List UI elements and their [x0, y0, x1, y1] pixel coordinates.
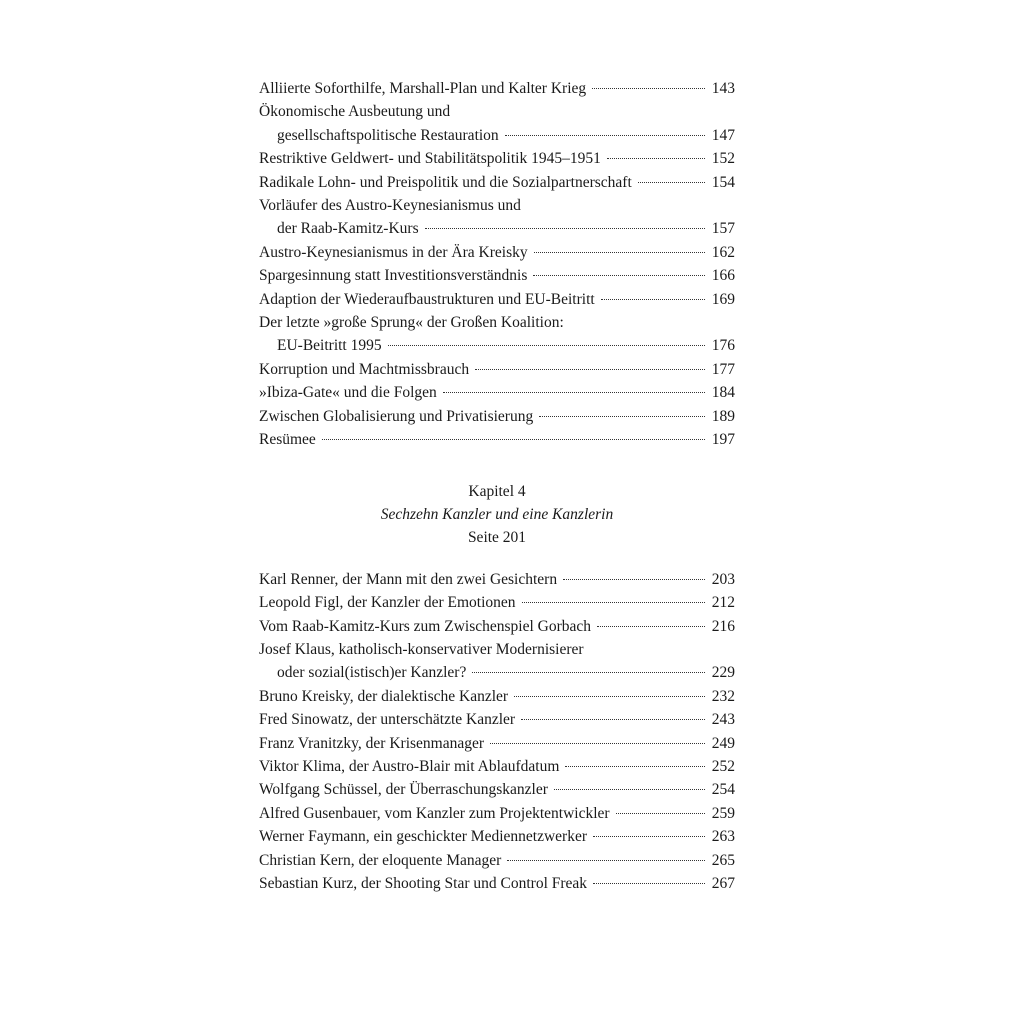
- toc-entry-page: 184: [711, 384, 735, 402]
- toc-entry: [259, 381, 735, 404]
- toc-entry-page: 143: [711, 80, 735, 97]
- dot-leader: [592, 88, 705, 89]
- toc-entry-page: 216: [711, 617, 735, 635]
- toc-entry: [259, 755, 735, 778]
- toc-entry-title: der Raab-Kamitz-Kurs: [277, 220, 419, 238]
- toc-entry: [259, 264, 735, 287]
- toc-entry: [259, 241, 735, 264]
- toc-entry: [259, 288, 735, 311]
- toc-entry: [259, 428, 735, 451]
- toc-entry-page: 169: [711, 290, 735, 308]
- toc-entry: [259, 194, 735, 241]
- toc-entry: [259, 615, 735, 638]
- toc-entry-page: 147: [711, 126, 735, 144]
- toc-entry: [259, 872, 735, 895]
- toc-entry: [259, 708, 735, 731]
- chapter-title: Sechzehn Kanzler und eine Kanzlerin: [380, 505, 614, 523]
- toc-entry-title: »Ibiza-Gate« und die Folgen: [259, 384, 437, 402]
- toc-entry: [259, 405, 735, 428]
- dot-leader: [563, 579, 705, 580]
- toc-entry-page: 252: [711, 757, 735, 775]
- dot-leader: [443, 392, 705, 393]
- dot-leader: [522, 602, 705, 603]
- toc-entry-page: 265: [711, 851, 735, 869]
- dot-leader: [507, 860, 705, 861]
- toc-entry-page: 212: [711, 594, 735, 612]
- toc-entry-title: Wolfgang Schüssel, der Überraschungskanzler: [259, 781, 548, 799]
- toc-entry-title: Bruno Kreisky, der dialektische Kanzler: [259, 687, 509, 705]
- toc-entry-page: 189: [711, 407, 735, 425]
- dot-leader: [597, 626, 705, 627]
- toc-entry-page: 157: [711, 220, 735, 238]
- dot-leader: [475, 369, 705, 370]
- toc-entry-page: 162: [711, 243, 735, 261]
- toc-entry-title: Radikale Lohn- und Preispolitik und die Sozialpartnerschaft: [259, 173, 632, 191]
- toc-entry-page: 267: [711, 875, 735, 892]
- toc-entry-title: Franz Vranitzky, der Krisenmanager: [259, 734, 485, 752]
- dot-leader: [607, 158, 705, 159]
- toc-entry-first-line: Ökonomische Ausbeutung und: [259, 103, 451, 121]
- toc-entry: [259, 778, 735, 801]
- toc-entry: [259, 171, 735, 194]
- toc-entry-page: 152: [711, 150, 735, 168]
- toc-entry-page: 254: [711, 781, 735, 799]
- toc-entry-title: Vom Raab-Kamitz-Kurs zum Zwischenspiel Gorbach: [259, 617, 592, 635]
- toc-entry: [259, 100, 735, 147]
- chapter-page: Seite 201: [467, 529, 527, 547]
- dot-leader: [472, 672, 705, 673]
- dot-leader: [565, 766, 705, 767]
- dot-leader: [601, 299, 705, 300]
- toc-entry-page: 177: [711, 360, 735, 378]
- dot-leader: [521, 719, 705, 720]
- dot-leader: [593, 836, 705, 837]
- toc-entry: [259, 147, 735, 170]
- toc-entry-page: 197: [711, 431, 735, 449]
- dot-leader: [505, 135, 705, 136]
- dot-leader: [534, 252, 705, 253]
- toc-entry-title: Zwischen Globalisierung und Privatisierung: [259, 407, 534, 425]
- toc-entry-title: EU-Beitritt 1995: [277, 337, 382, 355]
- toc-entry-title: Spargesinnung statt Investitionsverständnis: [259, 267, 528, 285]
- dot-leader: [490, 743, 705, 744]
- toc-entry-title: Restriktive Geldwert- und Stabilitätspolitik 1945–1951: [259, 150, 601, 168]
- toc-entry: [259, 591, 735, 614]
- toc-entry-page: 166: [711, 267, 735, 285]
- toc-entry: [259, 732, 735, 755]
- toc-entry-page: 229: [711, 664, 735, 682]
- toc-entry: [259, 77, 735, 100]
- toc-entry: [259, 638, 735, 685]
- toc-entry: [259, 825, 735, 848]
- toc-entry: [259, 568, 735, 591]
- toc-list-bottom: [259, 568, 735, 896]
- toc-entry: [259, 802, 735, 825]
- toc-entry-page: 176: [711, 337, 735, 355]
- toc-entry-title: Alfred Gusenbauer, vom Kanzler zum Projektentwickler: [259, 804, 610, 822]
- toc-entry-title: Austro-Keynesianismus in der Ära Kreisky: [259, 243, 528, 261]
- dot-leader: [554, 789, 705, 790]
- toc-entry: [259, 685, 735, 708]
- toc-entry-page: 154: [711, 173, 735, 191]
- toc-entry-title: oder sozial(istisch)er Kanzler?: [277, 664, 467, 682]
- dot-leader: [425, 228, 705, 229]
- dot-leader: [638, 182, 705, 183]
- toc-entry-first-line: Der letzte »große Sprung« der Großen Koalition:: [259, 314, 564, 332]
- chapter-heading: [259, 480, 735, 550]
- toc-entry: [259, 358, 735, 381]
- toc-entry-title: Karl Renner, der Mann mit den zwei Gesichtern: [259, 570, 558, 588]
- toc-list-top: [259, 77, 735, 452]
- toc-entry-title: Korruption und Machtmissbrauch: [259, 360, 470, 378]
- toc-entry-page: 249: [711, 734, 735, 752]
- chapter-label: Kapitel 4: [468, 482, 526, 500]
- toc-entry: [259, 311, 735, 358]
- toc-entry-title: Viktor Klima, der Austro-Blair mit Ablaufdatum: [259, 757, 560, 775]
- dot-leader: [593, 883, 705, 884]
- toc-entry-title: Sebastian Kurz, der Shooting Star und Control Freak: [259, 875, 588, 892]
- toc-entry-title: Alliierte Soforthilfe, Marshall-Plan und Kalter Krieg: [259, 80, 587, 97]
- toc-entry-page: 243: [711, 711, 735, 729]
- dot-leader: [514, 696, 705, 697]
- dot-leader: [616, 813, 705, 814]
- toc-entry-title: Adaption der Wiederaufbaustrukturen und EU-Beitritt: [259, 290, 595, 308]
- toc-entry-title: Werner Faymann, ein geschickter Mediennetzwerker: [259, 828, 587, 846]
- toc-entry-page: 263: [711, 828, 735, 846]
- dot-leader: [539, 416, 705, 417]
- toc-page: [259, 77, 735, 895]
- toc-entry-page: 232: [711, 687, 735, 705]
- toc-entry-title: Christian Kern, der eloquente Manager: [259, 851, 502, 869]
- toc-entry: [259, 849, 735, 872]
- dot-leader: [322, 439, 705, 440]
- toc-entry-title: gesellschaftspolitische Restauration: [277, 126, 499, 144]
- toc-entry-title: Fred Sinowatz, der unterschätzte Kanzler: [259, 711, 516, 729]
- toc-entry-title: Leopold Figl, der Kanzler der Emotionen: [259, 594, 516, 612]
- dot-leader: [533, 275, 705, 276]
- toc-entry-first-line: Josef Klaus, katholisch-konservativer Modernisierer: [259, 640, 584, 658]
- toc-entry-page: 259: [711, 804, 735, 822]
- dot-leader: [388, 345, 705, 346]
- toc-entry-first-line: Vorläufer des Austro-Keynesianismus und: [259, 197, 521, 215]
- toc-entry-title: Resümee: [259, 431, 316, 449]
- toc-entry-page: 203: [711, 570, 735, 588]
